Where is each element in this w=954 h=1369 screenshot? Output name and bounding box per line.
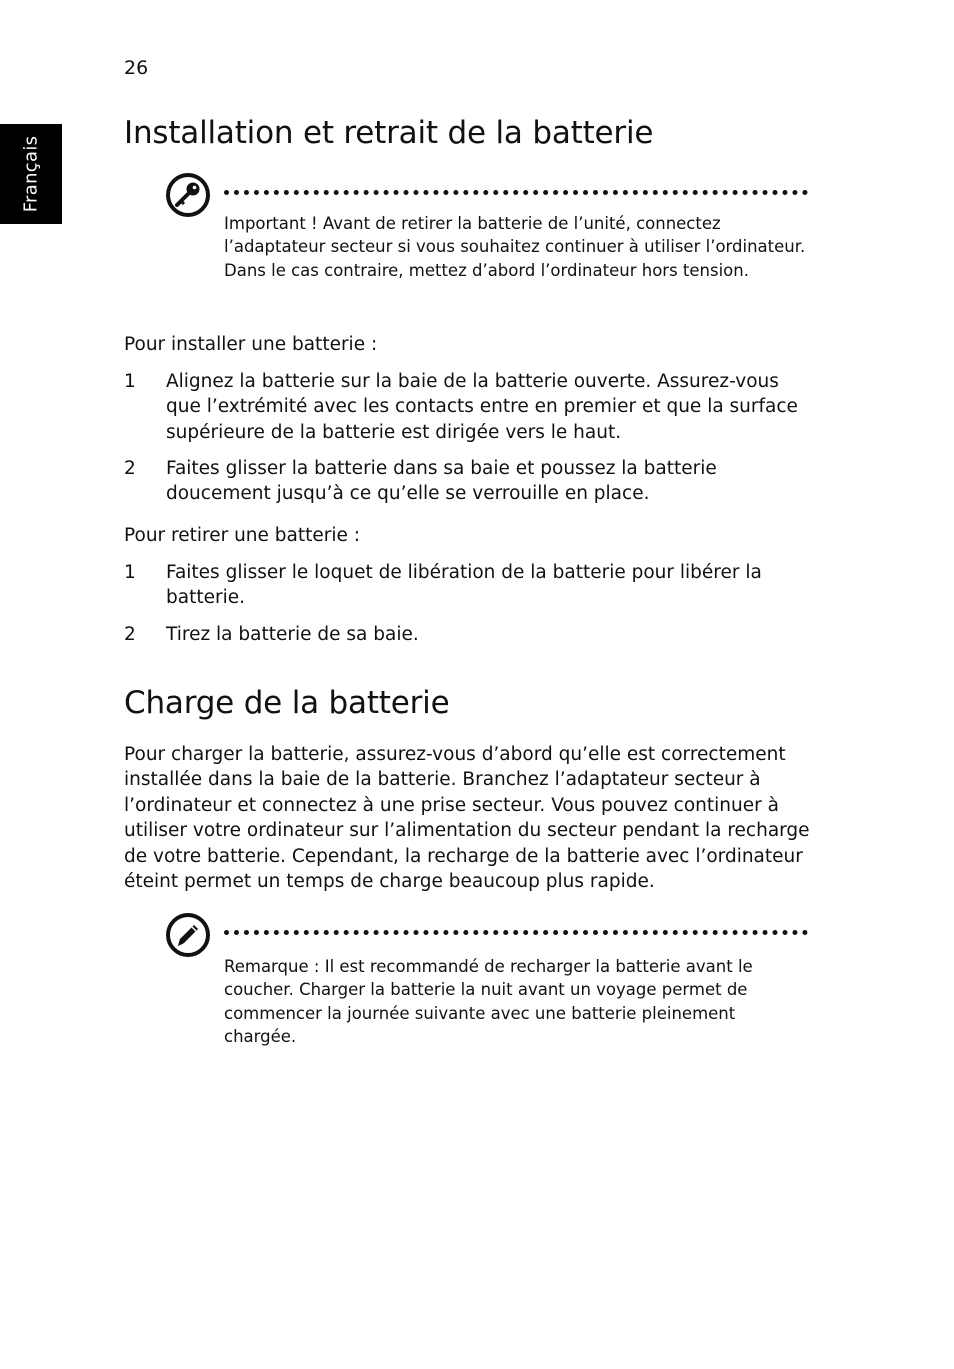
- remove-intro: Pour retirer une batterie :: [124, 525, 360, 546]
- page-number: 26: [124, 57, 149, 79]
- important-note-text: Avant de retirer la batterie de l’unité, connectez l’adaptateur secteur si vous souhaitez continuer à utiliser l’ordinateur. Dans le cas contraire, mettez d’abord l’ordinateur hors tension.: [224, 214, 806, 280]
- list-item-number: 2: [124, 458, 136, 479]
- note-divider: [224, 190, 808, 195]
- remark-note-text: Il est recommandé de recharger la batterie avant le coucher. Charger la batterie la nuit avant un voyage permet de commencer la journée suivante avec une batterie pleinement chargée.: [224, 957, 753, 1047]
- section-title-installation: Installation et retrait de la batterie: [124, 115, 654, 151]
- charge-body: Pour charger la batterie, assurez-vous d’abord qu’elle est correctement installée dans la baie de la batterie. Branchez l’adaptateur secteur à l’ordinateur et connectez à une prise secteur. Vous pouvez continuer à utiliser votre ordinateur sur l’alimentation du secteur pendant la recharge de votre batterie. Cependant, la recharge de la batterie avec l’ordinateur éteint permet un temps de charge beaucoup plus rapide.: [124, 744, 810, 893]
- remark-note: [224, 955, 809, 1049]
- pencil-icon: [165, 912, 211, 958]
- install-intro: Pour installer une batterie :: [124, 334, 378, 355]
- language-tab-label: Français: [20, 135, 42, 213]
- key-icon: [165, 172, 211, 218]
- list-item-text: Faites glisser la batterie dans sa baie et poussez la batterie doucement jusqu’à ce qu’elle se verrouille en place.: [166, 458, 717, 505]
- list-item-number: 2: [124, 624, 136, 645]
- section-title-charge: Charge de la batterie: [124, 685, 450, 721]
- important-note: [224, 212, 809, 282]
- remark-note-label: Remarque :: [224, 957, 320, 976]
- list-item-text: Faites glisser le loquet de libération de la batterie pour libérer la batterie.: [166, 562, 762, 609]
- important-note-label: Important !: [224, 214, 318, 233]
- list-item-number: 1: [124, 562, 136, 583]
- language-tab: [0, 124, 62, 224]
- list-item-number: 1: [124, 371, 136, 392]
- list-item-text: Tirez la batterie de sa baie.: [166, 624, 419, 645]
- list-item-text: Alignez la batterie sur la baie de la batterie ouverte. Assurez-vous que l’extrémité avec les contacts entre en premier et que la surface supérieure de la batterie est dirigée vers le haut.: [166, 371, 798, 443]
- note-divider: [224, 930, 808, 935]
